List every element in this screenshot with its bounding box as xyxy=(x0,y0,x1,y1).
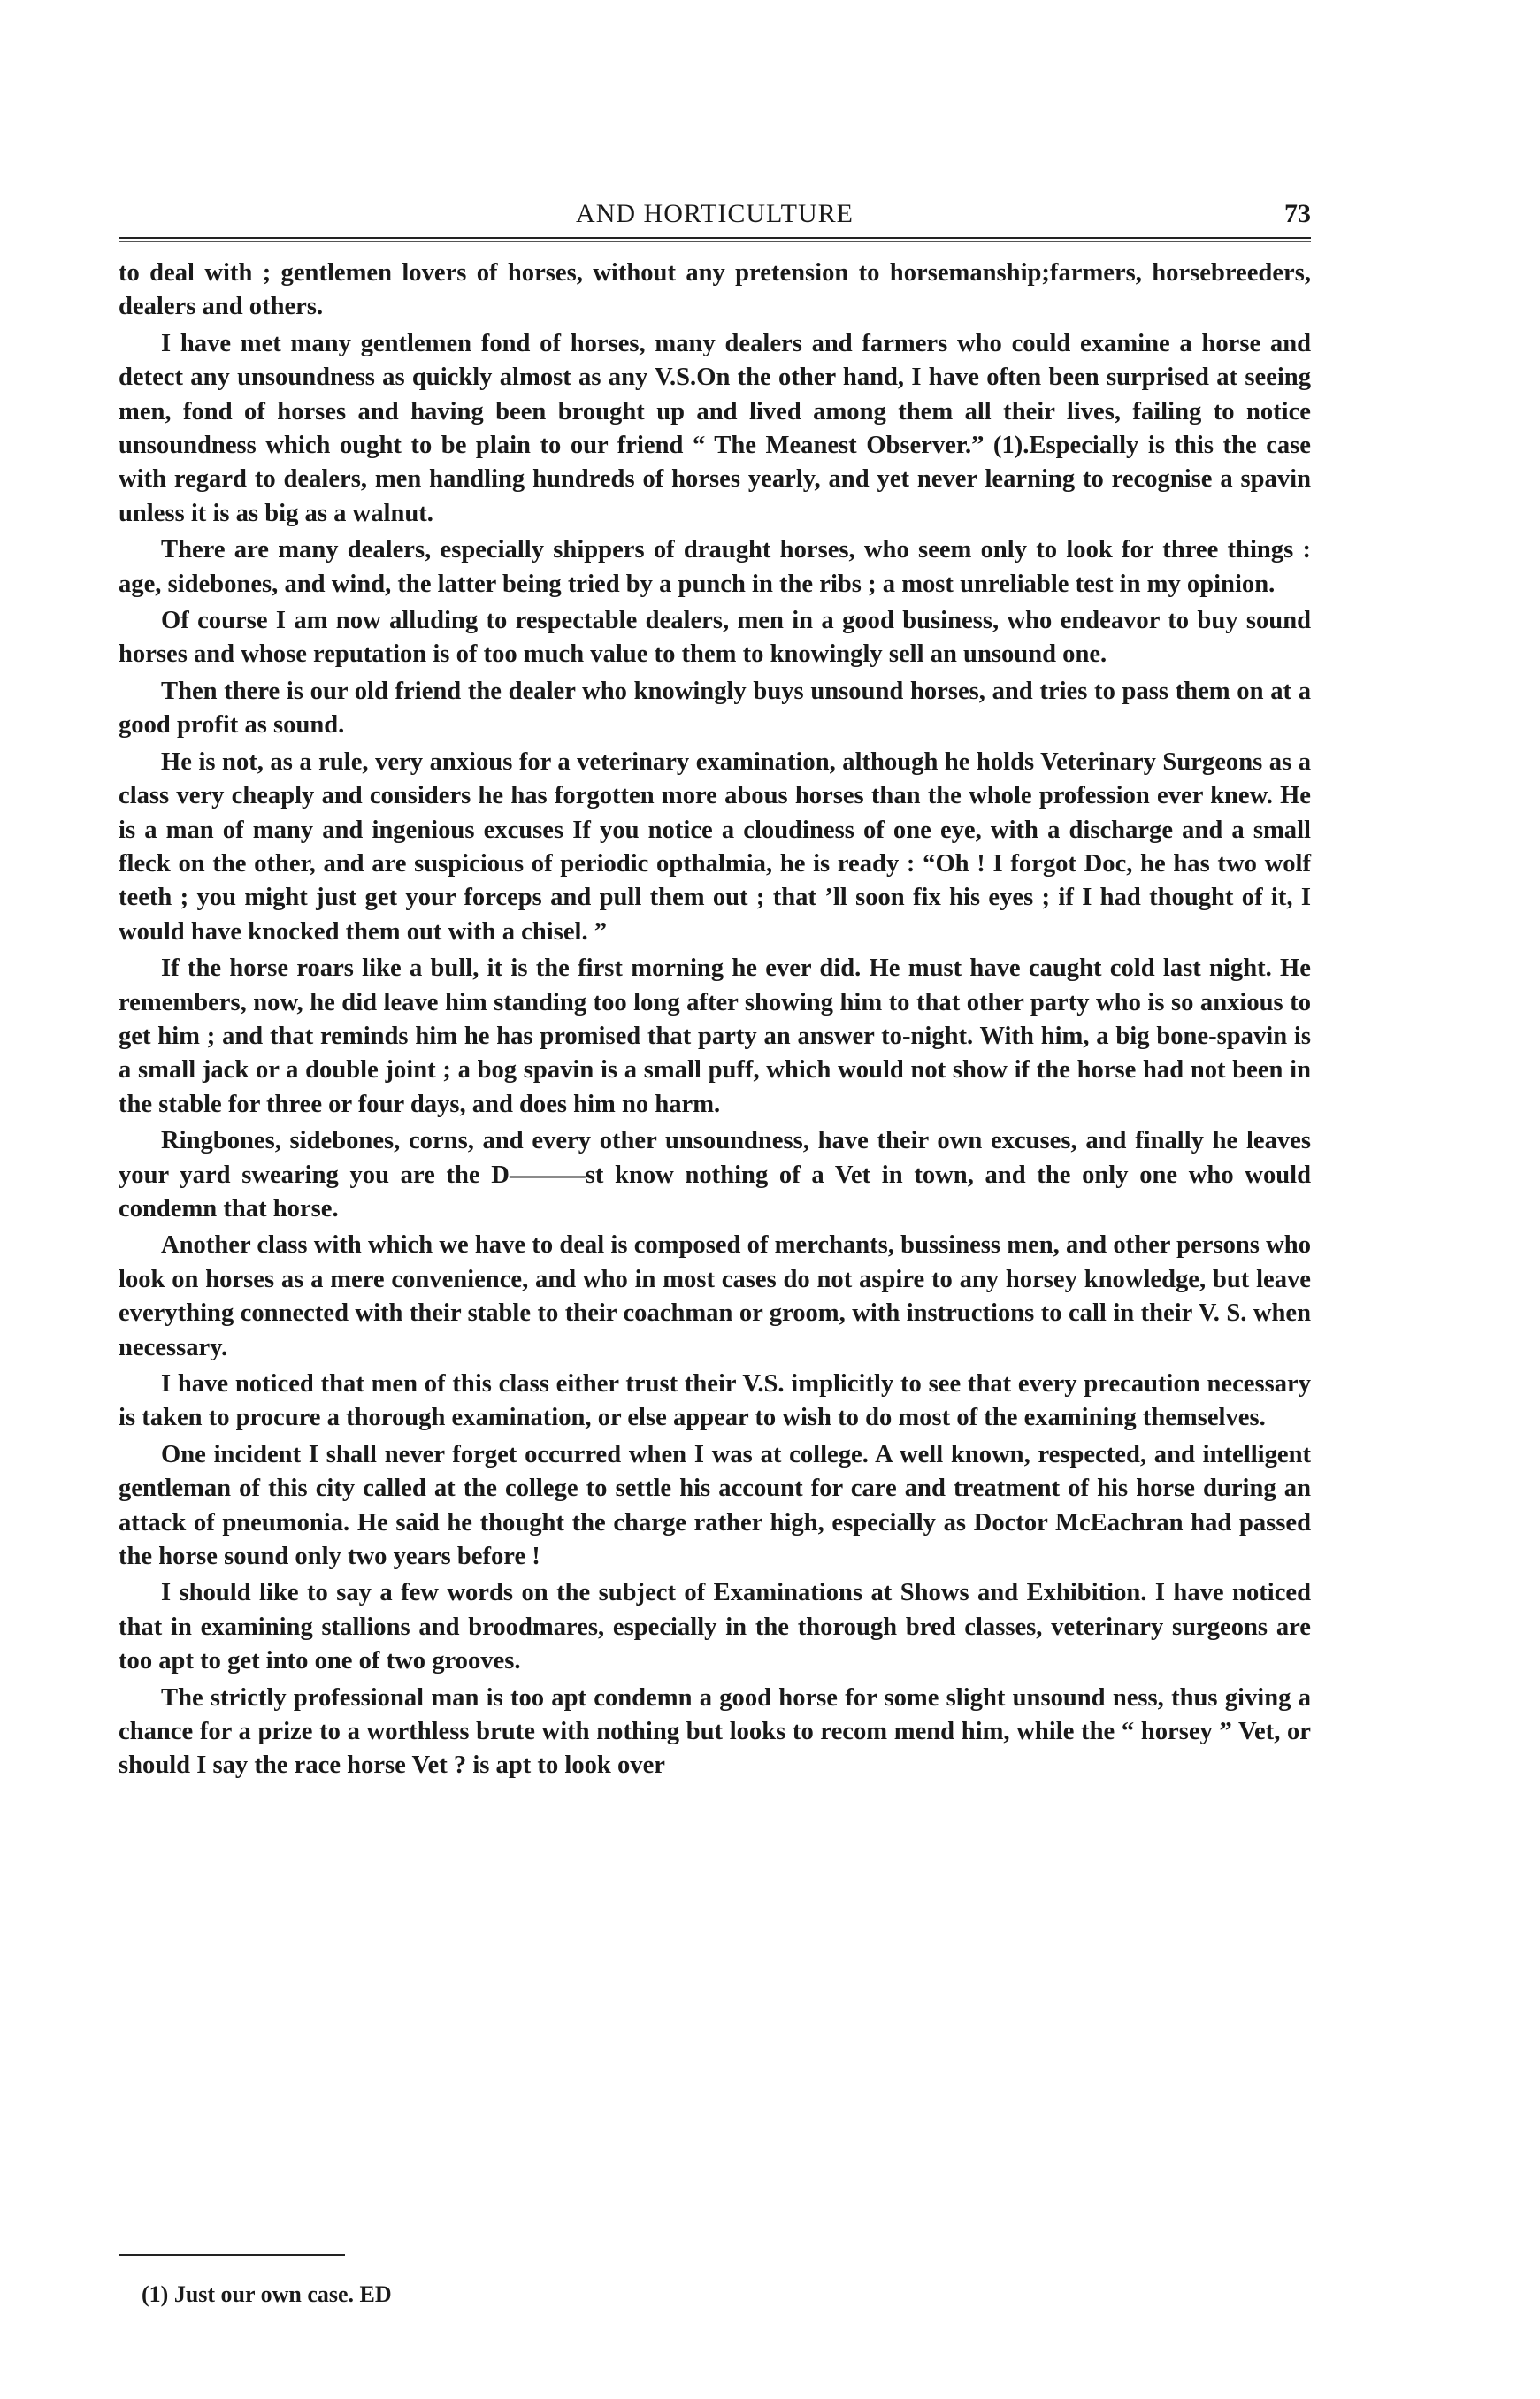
paragraph: I have noticed that men of this class either trust their V.S. implicitly to see that every precaution necessary is taken to procure a thorough examination, or else appear to wish to do most of the examining themselves. xyxy=(119,1370,1311,1432)
paragraph: Of course I am now alluding to respectable dealers, men in a good business, who endeavor to buy sound horses and whose reputation is of too much value to them to knowingly sell an unsound one. xyxy=(119,607,1311,669)
paragraph: Then there is our old friend the dealer who knowingly buys unsound horses, and tries to pass them on at a good profit as sound. xyxy=(119,677,1311,740)
header-rule xyxy=(119,237,1311,239)
paragraph: If the horse roars like a bull, it is the first morning he ever did. He must have caught cold last night. He remembers, now, he did leave him standing too long after showing him to that other party who is so anxious to get him ; and that reminds him he has promised that party an answer to-night. With him, a big bone-spavin is a small jack or a double joint ; a bog spavin is a small puff, which would not show if the horse had not been in the stable for three or four days, and does him no harm. xyxy=(119,954,1311,1118)
footnote-rule xyxy=(119,2254,345,2256)
paragraph: Ringbones, sidebones, corns, and every other unsoundness, have their own excuses, and finally he leaves your yard swearing you are the D———st know nothing of a Vet in town, and the only one who would condemn that horse. xyxy=(119,1127,1311,1222)
paragraph: There are many dealers, especially shippers of draught horses, who seem only to look for three things : age, sidebones, and wind, the latter being tried by a punch in the ribs ; a most unreliable test in my opinion. xyxy=(119,536,1311,598)
paragraph: to deal with ; gentlemen lovers of horses, without any pretension to horsemanship;farmers, horsebreeders, dealers and others. xyxy=(119,259,1311,321)
body-text xyxy=(119,257,1311,1786)
paragraph: I should like to say a few words on the subject of Examinations at Shows and Exhibition. I have noticed that in examining stallions and broodmares, especially in the thorough bred classes, veterinary surgeons are too apt to get into one of two grooves. xyxy=(119,1579,1311,1675)
paragraph: He is not, as a rule, very anxious for a veterinary examination, although he holds Veterinary Surgeons as a class very cheaply and considers he has forgotten more abous horses than the whole profession ever knew. He is a man of many and ingenious excuses If you notice a cloudiness of one eye, with a discharge and a small fleck on the other, and are suspicious of periodic opthalmia, he is ready : “Oh ! I forgot Doc, he has two wolf teeth ; you might just get your forceps and pull them out ; that ’ll soon fix his eyes ; if I had thought of it, I would have knocked them out with a chisel. ” xyxy=(119,747,1311,946)
paragraph: I have met many gentlemen fond of horses, many dealers and farmers who could examine a horse and detect any unsoundness as quickly almost as any V.S.On the other hand, I have often been surprised at seeing men, fond of horses and having been brought up and lived among them all their lives, failing to notice unsoundness which ought to be plain to our friend “ The Meanest Observer.” (1).Especially is this the case with regard to dealers, men handling hundreds of horses yearly, and yet never learning to recognise a spavin unless it is as big as a walnut. xyxy=(119,329,1311,527)
page-number: 73 xyxy=(1284,199,1311,228)
running-title: AND HORTICULTURE xyxy=(576,199,854,228)
paragraph: Another class with which we have to deal is composed of merchants, bussiness men, and other persons who look on horses as a mere convenience, and who in most cases do not aspire to any horsey knowledge, but leave everything connected with their stable to their coachman or groom, with instructions to call in their V. S. when necessary. xyxy=(119,1231,1311,1361)
header-rule-thin xyxy=(119,241,1311,242)
paragraph: The strictly professional man is too apt condemn a good horse for some slight unsound ness, thus giving a chance for a prize to a worthless brute with nothing but looks to recom mend him, while the “ horsey ” Vet, or should I say the race horse Vet ? is apt to look over xyxy=(119,1683,1311,1780)
footnote: (1) Just our own case. ED xyxy=(142,2281,392,2307)
page-header xyxy=(119,196,1311,235)
paragraph: One incident I shall never forget occurred when I was at college. A well known, respected, and intelligent gentleman of this city called at the college to settle his account for care and treatment of his horse during an attack of pneumonia. He said he thought the charge rather high, especially as Doctor McEachran had passed the horse sound only two years before ! xyxy=(119,1440,1311,1571)
